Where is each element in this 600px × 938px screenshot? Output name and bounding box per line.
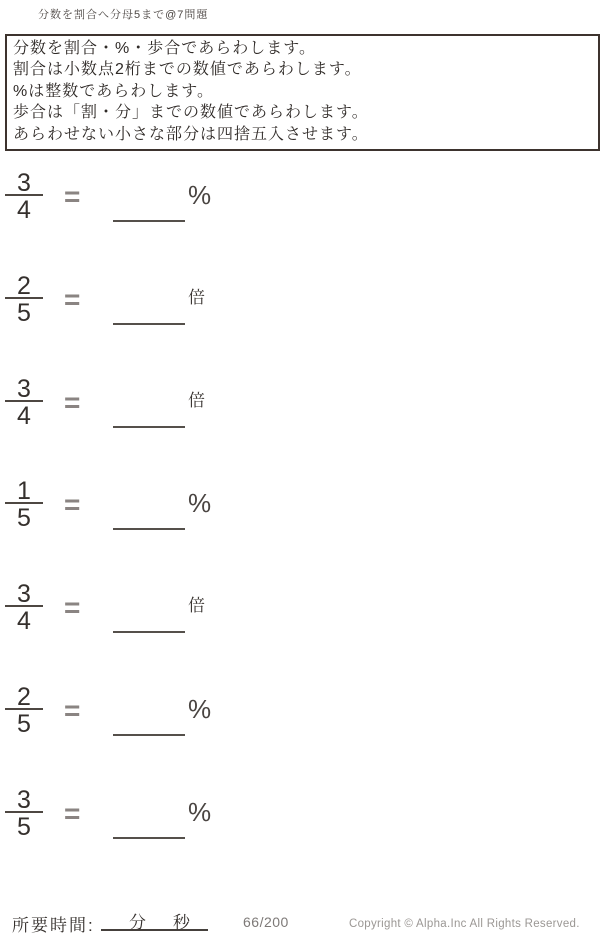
problem-row <box>0 170 600 250</box>
fraction-numerator: 3 <box>17 580 31 608</box>
fraction-numerator: 1 <box>17 477 31 505</box>
minutes-label: 分 <box>129 913 146 932</box>
fraction-denominator: 5 <box>17 710 31 738</box>
seconds-label: 秒 <box>173 913 190 932</box>
page-counter: 66/200 <box>243 914 289 930</box>
fraction <box>5 376 43 428</box>
fraction-denominator: 4 <box>17 402 31 430</box>
fraction <box>5 787 43 839</box>
answer-blank <box>113 812 185 839</box>
fraction <box>5 478 43 530</box>
equals-sign: = <box>64 695 82 726</box>
unit-label: 倍 <box>188 391 205 410</box>
unit-label: 倍 <box>188 288 205 307</box>
instruction-line: %は整数であらわします。 <box>13 82 214 100</box>
fraction <box>5 170 43 222</box>
instruction-line: 割合は小数点2桁までの数値であらわします。 <box>13 61 362 79</box>
fraction <box>5 684 43 736</box>
unit-label: % <box>188 694 212 724</box>
problem-row <box>0 787 600 867</box>
answer-blank <box>113 195 185 222</box>
equals-sign: = <box>64 798 82 829</box>
unit-label: % <box>188 488 212 518</box>
fraction-numerator: 3 <box>17 786 31 814</box>
answer-blank <box>113 298 185 325</box>
time-blank <box>101 906 208 931</box>
copyright-notice: Copyright © Alpha.Inc All Rights Reserved. <box>349 918 580 930</box>
fraction-denominator: 4 <box>17 196 31 224</box>
problem-row <box>0 581 600 661</box>
fraction-numerator: 2 <box>17 683 31 711</box>
equals-sign: = <box>64 592 82 623</box>
answer-blank <box>113 503 185 530</box>
fraction-denominator: 5 <box>17 813 31 841</box>
unit-label: 倍 <box>188 596 205 615</box>
fraction-numerator: 3 <box>17 375 31 403</box>
equals-sign: = <box>64 181 82 212</box>
unit-label: % <box>188 797 212 827</box>
fraction-numerator: 2 <box>17 272 31 300</box>
answer-blank <box>113 401 185 428</box>
answer-blank <box>113 606 185 633</box>
answer-blank <box>113 709 185 736</box>
unit-label: % <box>188 180 212 210</box>
fraction-denominator: 4 <box>17 607 31 635</box>
problem-row <box>0 684 600 764</box>
problem-row <box>0 478 600 558</box>
equals-sign: = <box>64 284 82 315</box>
equals-sign: = <box>64 387 82 418</box>
instruction-line: あらわせない小さな部分は四捨五入させます。 <box>13 125 369 143</box>
problem-row <box>0 376 600 456</box>
fraction <box>5 581 43 633</box>
instruction-line: 歩合は「割・分」までの数値であらわします。 <box>13 104 369 122</box>
fraction-denominator: 5 <box>17 299 31 327</box>
fraction-numerator: 3 <box>17 169 31 197</box>
problem-row <box>0 273 600 353</box>
equals-sign: = <box>64 489 82 520</box>
instructions-box <box>5 34 600 151</box>
instruction-line: 分数を割合・%・歩合であらわします。 <box>13 40 316 57</box>
fraction-denominator: 5 <box>17 504 31 532</box>
worksheet-title: 分数を割合へ分母5まで@7問題 <box>38 9 209 21</box>
elapsed-time-label: 所要時間: <box>12 916 95 935</box>
fraction <box>5 273 43 325</box>
